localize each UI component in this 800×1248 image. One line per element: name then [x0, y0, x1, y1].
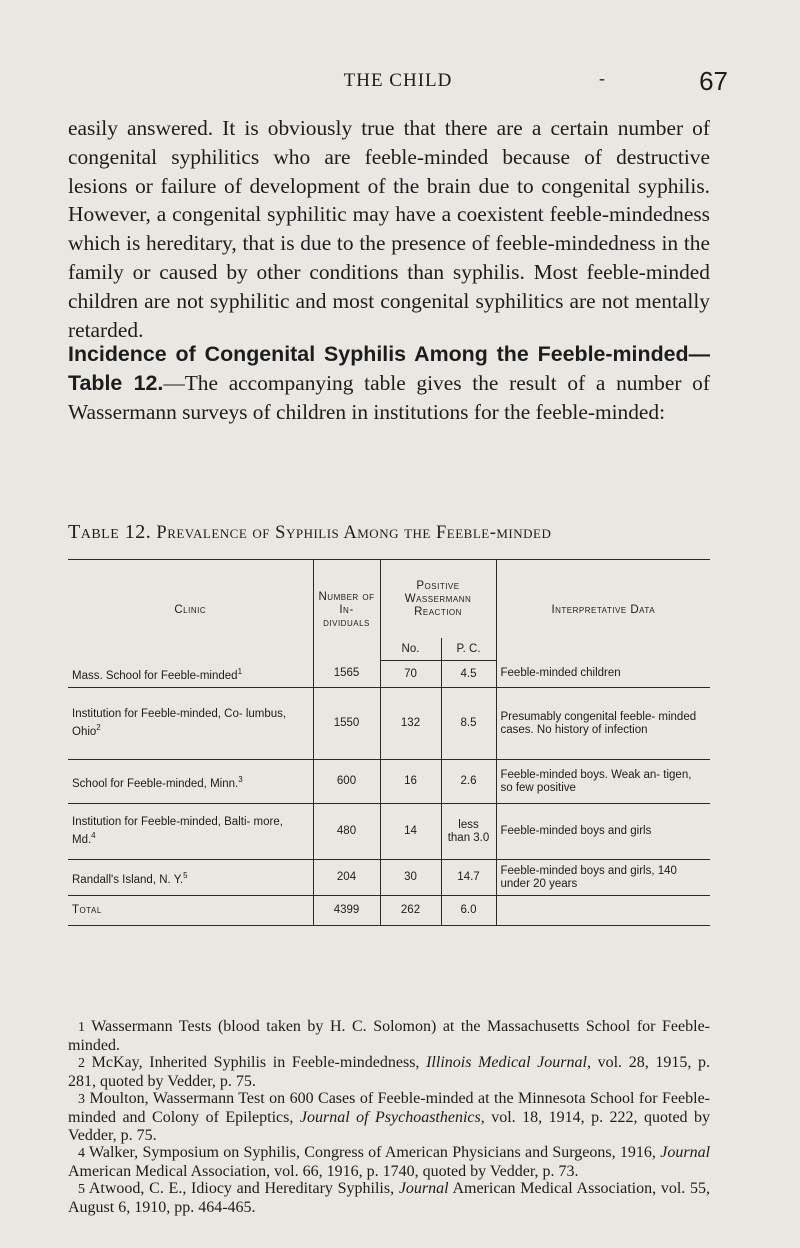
header-number: Number of In- dividuals	[313, 560, 380, 661]
footnote: 5 Atwood, C. E., Idiocy and Hereditary Syphilis, Journal American Medical Association, vol. 55, August 6, 1910, pp. 464-465.	[68, 1180, 710, 1216]
clinic-cell: Institution for Feeble-minded, Balti- more, Md.$^4$	[68, 804, 313, 860]
table-row	[68, 688, 710, 760]
table-row	[68, 860, 710, 896]
total-label: Total	[68, 896, 313, 926]
positive-no-cell: 132	[380, 688, 441, 760]
interpretative-cell: Feeble-minded boys. Weak an- tigen, so few positive	[496, 760, 710, 804]
page-number: 67	[699, 66, 728, 96]
total-interpretative	[496, 896, 710, 926]
table-row	[68, 661, 710, 688]
positive-no-cell: 16	[380, 760, 441, 804]
interpretative-cell: Feeble-minded boys and girls	[496, 804, 710, 860]
footnotes	[68, 1018, 710, 1217]
clinic-cell: School for Feeble-minded, Minn.$^3$	[68, 760, 313, 804]
running-head: THE CHILD	[343, 70, 453, 91]
header-dash: -	[599, 68, 605, 88]
total-row	[68, 896, 710, 926]
number-cell: 600	[313, 760, 380, 804]
header-positive: Positive Wassermann Reaction	[380, 560, 496, 639]
section-text: —The accompanying table gives the result of a number of Wassermann surveys of children in institutions for the feeble-minded:	[68, 370, 710, 424]
interpretative-cell: Feeble-minded boys and girls, 140 under 20 years	[496, 860, 710, 896]
positive-pc-cell: 14.7	[441, 860, 496, 896]
interpretative-cell: Presumably congenital feeble- minded cases. No history of infection	[496, 688, 710, 760]
page-header	[68, 66, 728, 100]
clinic-cell: Mass. School for Feeble-minded$^1$	[68, 661, 313, 688]
table-label: Table 12.	[68, 521, 152, 543]
positive-pc-cell: 4.5	[441, 661, 496, 688]
footnote: 2 McKay, Inherited Syphilis in Feeble-mindedness, Illinois Medical Journal, vol. 28, 1915, p. 281, quoted by Vedder, p. 75.	[68, 1054, 711, 1090]
footnote: 3 Moulton, Wassermann Test on 600 Cases of Feeble-minded at the Minnesota School for Feeble-minded and Colony of Epileptics, Journal of Psychoasthenics, vol. 18, 1914, p. 222, quoted by Vedder, p. 75.	[68, 1090, 711, 1144]
table-title	[68, 521, 551, 544]
body-paragraph-1: easily answered. It is obviously true that there are a certain number of congenital syphilitics who are feeble-minded because of destructive lesions or failure of development of the brain due to congenital syphilis. However, a congenital syphilitic may have a coexistent feeble-mindedness which is hereditary, that is due to the presence of feeble-mindedness in the family or caused by other conditions than syphilis. Most feeble-minded children are not syphilitic and most congenital syphilitics are not mentally retarded.	[68, 116, 710, 342]
section-heading: Incidence of Congenital Syphilis Among the Feeble-minded—Table 12.	[68, 342, 710, 395]
number-cell: 480	[313, 804, 380, 860]
positive-pc-cell: 2.6	[441, 760, 496, 804]
interpretative-cell: Feeble-minded children	[496, 661, 710, 688]
syphilis-prevalence-table	[68, 559, 710, 926]
number-cell: 1550	[313, 688, 380, 760]
total-no: 262	[380, 896, 441, 926]
total-number: 4399	[313, 896, 380, 926]
footnote: 4 Walker, Symposium on Syphilis, Congress of American Physicians and Surgeons, 1916, Journal American Medical Association, vol. 66, 1916, p. 1740, quoted by Vedder, p. 73.	[68, 1144, 711, 1180]
header-no: No.	[380, 638, 441, 661]
body-paragraph-2	[68, 340, 710, 426]
clinic-cell: Institution for Feeble-minded, Co- lumbus, Ohio$^2$	[68, 688, 313, 760]
positive-pc-cell: less than 3.0	[441, 804, 496, 860]
number-cell: 204	[313, 860, 380, 896]
table-caption: Prevalence of Syphilis Among the Feeble-minded	[156, 523, 552, 543]
positive-no-cell: 14	[380, 804, 441, 860]
clinic-cell: Randall's Island, N. Y.$^5$	[68, 860, 313, 896]
positive-no-cell: 30	[380, 860, 441, 896]
positive-pc-cell: 8.5	[441, 688, 496, 760]
header-pc: P. C.	[441, 638, 496, 661]
header-clinic: Clinic	[68, 560, 313, 661]
table-row	[68, 760, 710, 804]
number-cell: 1565	[313, 661, 380, 688]
positive-no-cell: 70	[380, 661, 441, 688]
total-pc: 6.0	[441, 896, 496, 926]
table-row	[68, 804, 710, 860]
header-interpretative: Interpretative Data	[496, 560, 710, 661]
footnote: 1 Wassermann Tests (blood taken by H. C. Solomon) at the Massachusetts School for Feeble-minded.	[68, 1018, 710, 1054]
